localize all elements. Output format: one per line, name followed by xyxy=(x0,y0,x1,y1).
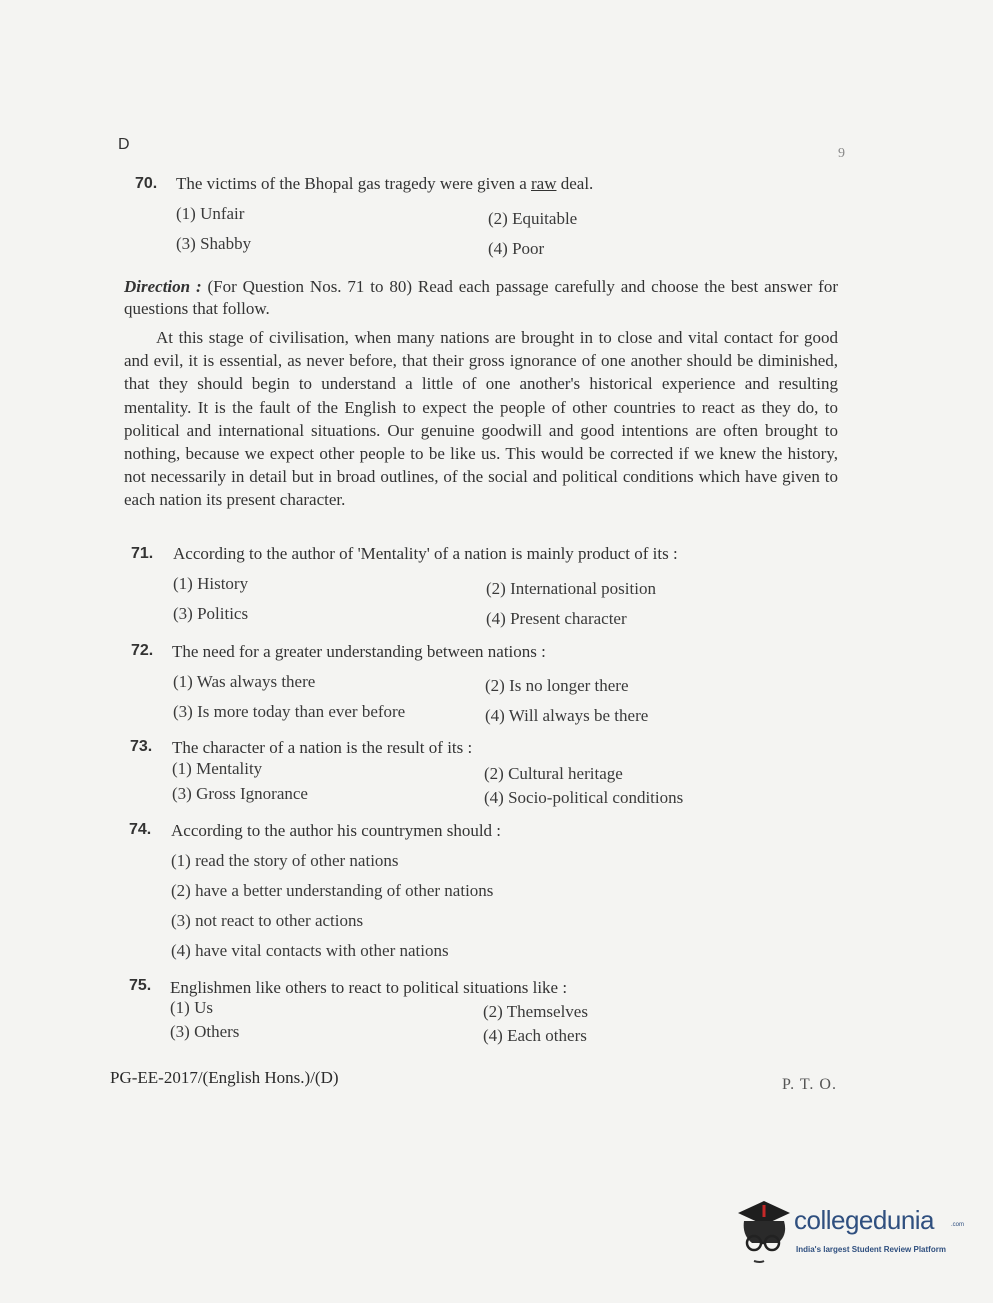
watermark-tagline: India's largest Student Review Platform xyxy=(796,1245,946,1254)
direction-text: Direction : (For Question Nos. 71 to 80) Read each passage carefully and choose the best answer for questions that follow. xyxy=(124,277,838,318)
question-74-number: 74. xyxy=(129,821,152,838)
question-70-option-3: (3) Shabby xyxy=(176,234,252,253)
question-72-option-1: (1) Was always there xyxy=(173,672,316,691)
question-71-number: 71. xyxy=(131,545,154,562)
question-71-option-1: (1) History xyxy=(173,574,249,593)
question-73-stem: The character of a nation is the result of its : xyxy=(172,738,473,757)
question-71-stem: According to the author of 'Mentality' of a nation is mainly product of its : xyxy=(173,544,678,563)
question-74-option-1: (1) read the story of other nations xyxy=(171,851,399,870)
question-73-option-3: (3) Gross Ignorance xyxy=(172,784,308,803)
question-72-number: 72. xyxy=(131,642,154,659)
question-72-option-4: (4) Will always be there xyxy=(485,706,649,725)
watermark-domain: .com xyxy=(951,1222,965,1228)
question-73-option-2: (2) Cultural heritage xyxy=(484,764,623,783)
question-70-number: 70. xyxy=(135,175,158,192)
question-71-option-3: (3) Politics xyxy=(173,604,249,623)
question-72-stem: The need for a greater understanding between nations : xyxy=(172,642,546,661)
question-73-option-4: (4) Socio-political conditions xyxy=(484,788,684,807)
question-75-stem: Englishmen like others to react to political situations like : xyxy=(170,978,568,997)
question-74-option-4: (4) have vital contacts with other nations xyxy=(171,941,449,960)
page-number: 9 xyxy=(838,146,845,161)
question-75-number: 75. xyxy=(129,977,152,994)
question-70-option-2: (2) Equitable xyxy=(488,209,578,228)
question-73-option-1: (1) Mentality xyxy=(172,759,263,778)
watermark-brand: collegedunia xyxy=(794,1205,935,1235)
question-75-option-4: (4) Each others xyxy=(483,1026,587,1045)
question-71-option-2: (2) International position xyxy=(486,579,656,598)
paper-code: PG-EE-2017/(English Hons.)/(D) xyxy=(110,1068,339,1087)
question-73-number: 73. xyxy=(130,738,153,755)
question-72-option-3: (3) Is more today than ever before xyxy=(173,702,406,721)
question-75-option-1: (1) Us xyxy=(170,998,213,1017)
set-letter: D xyxy=(118,136,130,153)
question-74-option-2: (2) have a better understanding of other nations xyxy=(171,881,494,900)
pto-marker: P. T. O. xyxy=(782,1076,837,1093)
question-70-stem: The victims of the Bhopal gas tragedy were given a raw deal. xyxy=(176,174,594,193)
question-71-option-4: (4) Present character xyxy=(486,609,627,628)
question-74-option-3: (3) not react to other actions xyxy=(171,911,364,930)
question-72-option-2: (2) Is no longer there xyxy=(485,676,629,695)
question-70-option-4: (4) Poor xyxy=(488,239,545,258)
question-74-stem: According to the author his countrymen should : xyxy=(171,821,502,840)
question-75-option-3: (3) Others xyxy=(170,1022,240,1041)
question-70-option-1: (1) Unfair xyxy=(176,204,245,223)
question-75-option-2: (2) Themselves xyxy=(483,1002,588,1021)
reading-passage: At this stage of civilisation, when many nations are brought in to close and vital contact for good and evil, it is essential, as never before, that their gross ignorance of one another should be diminished, that they should begin to understand a little of one another's historical experience and resulting mentality. It is the fault of the English to expect the people of other countries to react as they do, to political and international situations. Our genuine goodwill and good intentions are often brought to nothing, because we expect other people to be like us. This would be corrected if we knew the history, not necessarily in detail but in broad outlines, of the social and political conditions which have given to each nation its present character. xyxy=(124,328,838,510)
